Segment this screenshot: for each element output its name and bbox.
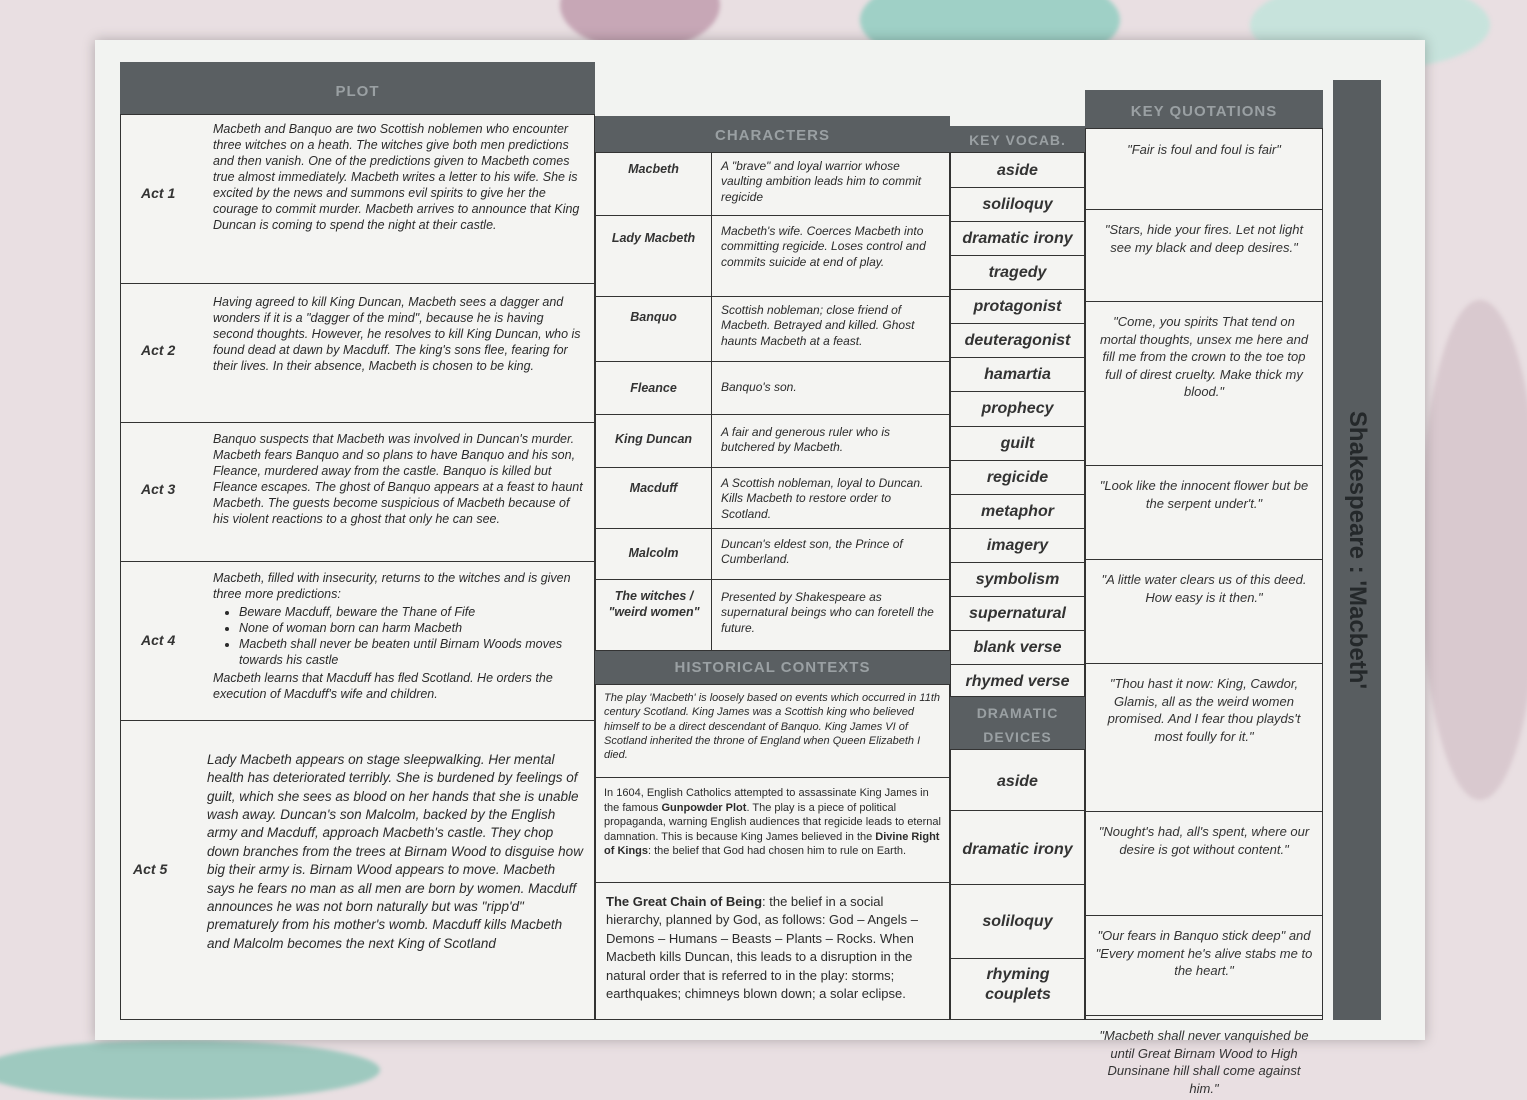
act-label: Act 1: [141, 185, 176, 201]
vocab-item: protagonist: [973, 298, 1062, 316]
prediction-item: • Macbeth shall never be beaten until Birnam Woods moves towards his castle: [239, 636, 586, 668]
character-row: [595, 361, 950, 415]
quote-divider: [1086, 465, 1322, 466]
vocab-divider: [951, 289, 1084, 290]
historical-paragraph: [595, 882, 950, 1020]
character-row: [595, 215, 950, 297]
quote-divider: [1086, 301, 1322, 302]
character-desc: Presented by Shakespeare as supernatural beings who can foretell the future.: [721, 590, 934, 635]
quote-divider: [1086, 811, 1322, 812]
quote-item: "Macbeth shall never vanquished be until Great Birnam Wood to High Dunsinane hill shall come against him.": [1099, 1028, 1309, 1096]
character-name: Macduff: [629, 481, 678, 495]
act-summary: Macbeth and Banquo are two Scottish noblemen who encounter three witches on a heath. The witches give both men predictions and then vanish. One of the predictions given to Macbeth comes true almost immediately. Macbeth writes a letter to his wife. She is excited by the news and summons evil spirits to give her the courage to commit murder. Macbeth arrives to announce that King Duncan is coming to spend the night at their castle.: [213, 122, 580, 232]
revision-sheet: [95, 40, 1425, 1096]
character-row: [595, 414, 950, 468]
characters-heading: CHARACTERS: [595, 116, 950, 152]
act-outro: Macbeth learns that Macduff has fled Scotland. He orders the execution of Macduff's wife and children.: [213, 671, 553, 701]
character-desc: A "brave" and loyal warrior whose vaulting ambition leads him to commit regicide: [721, 159, 922, 204]
act-summary: Lady Macbeth appears on stage sleepwalking. Her mental health has deteriorated terribly. She is burdened by feelings of guilt, which she sees as blood on her hands that she is unable wash away. Duncan's son Malcolm, backed by the English army and Macduff, approach Macbeth's castle. They chop down branches from the trees at Birnam Wood to disguise how big their army is. Birnam Wood appears to move. Macbeth says he fears no man as all men are born by women. Macduff announces he was not born naturally but was "ripp'd" prematurely from his mother's womb. Macduff kills Macbeth and Malcolm becomes the next King of Scotland: [207, 752, 583, 951]
vocab-item: supernatural: [969, 604, 1066, 622]
character-desc: Duncan's eldest son, the Prince of Cumberland.: [721, 537, 903, 567]
historical-paragraph: The play 'Macbeth' is loosely based on events which occurred in 11th century Scotland. King James was a Scottish king who believed himself to be a direct descendant of Banquo. King James VI of Scotland inherited the throne of England when Queen Elizabeth I died.: [595, 684, 950, 778]
device-item: dramatic irony: [962, 841, 1073, 858]
act-row: [120, 114, 595, 284]
character-row: [595, 528, 950, 580]
act-label: Act 4: [141, 632, 176, 648]
vocab-item: deuteragonist: [964, 332, 1071, 350]
character-row: [595, 152, 950, 216]
quote-divider: [1086, 559, 1322, 560]
quotations-heading: KEY QUOTATIONS: [1085, 90, 1323, 128]
vocab-divider: [951, 562, 1084, 563]
title-band: [1333, 80, 1381, 1020]
character-desc: Macbeth's wife. Coerces Macbeth into committing regicide. Loses control and commits suicide at end of play.: [721, 224, 926, 269]
quote-item: "Our fears in Banquo stick deep" and "Every moment he's alive stabs me to the heart.": [1095, 928, 1313, 979]
vocab-heading: KEY VOCAB.: [950, 126, 1085, 152]
historical-heading: HISTORICAL CONTEXTS: [595, 651, 950, 685]
act-intro: Macbeth, filled with insecurity, returns to the witches and is given three more predictions:: [213, 571, 571, 601]
text-span: The Great Chain of Being: [606, 894, 763, 909]
vocab-divider: [951, 630, 1084, 631]
vocab-divider: [951, 323, 1084, 324]
text-span: Divine Right of Kings: [604, 830, 940, 858]
quotations-list: [1085, 128, 1323, 1096]
text-span: : the belief that God had chosen him to rule on Earth.: [648, 845, 907, 858]
vocab-divider: [951, 357, 1084, 358]
vocab-item: symbolism: [975, 570, 1060, 588]
character-desc: A fair and generous ruler who is butchered by Macbeth.: [721, 425, 890, 455]
act-row: [120, 720, 595, 1020]
vocab-divider: [951, 221, 1084, 222]
vocab-item: rhymed verse: [965, 672, 1070, 690]
character-desc: A Scottish nobleman, loyal to Duncan. Kills Macbeth to restore order to Scotland.: [721, 476, 924, 521]
plot-heading: PLOT: [120, 62, 595, 114]
character-name: Macbeth: [628, 162, 679, 176]
quote-item: "Stars, hide your fires. Let not light see my black and deep desires.": [1104, 222, 1304, 255]
character-name: The witches / "weird women": [608, 589, 700, 619]
quote-item: "Fair is foul and foul is fair": [1127, 142, 1281, 157]
quote-item: "Come, you spirits That tend on mortal thoughts, unsex me here and fill me from the crown to the toe top full of direst cruelty. Make thick my blood.": [1099, 314, 1309, 400]
vocab-item: prophecy: [981, 400, 1054, 418]
devices-list: [950, 749, 1085, 1020]
character-desc: Banquo's son.: [721, 380, 797, 394]
historical-paragraph: [595, 777, 950, 883]
text-span: Gunpowder Plot: [661, 801, 747, 814]
vocab-divider: [951, 187, 1084, 188]
character-name: Fleance: [630, 381, 677, 395]
quote-item: "Nought's had, all's spent, where our desire is got without content.": [1098, 824, 1310, 857]
vocab-item: imagery: [986, 536, 1049, 554]
quote-item: "Thou hast it now: King, Cawdor, Glamis, all as the weird women promised. And I fear thou playds't most foully for it.": [1107, 676, 1301, 744]
character-row: [595, 579, 950, 651]
vocab-item: aside: [997, 162, 1038, 179]
vocab-divider: [951, 494, 1084, 495]
vocab-divider: [951, 426, 1084, 427]
quote-divider: [1086, 209, 1322, 210]
vocab-item: regicide: [986, 468, 1049, 486]
vocab-divider: [951, 528, 1084, 529]
act-label: Act 3: [141, 481, 176, 497]
page-title: Shakespeare : 'Macbeth': [1344, 410, 1371, 690]
device-item: soliloquy: [982, 913, 1053, 930]
character-name: Malcolm: [628, 546, 679, 560]
character-name: King Duncan: [614, 432, 693, 446]
background-fabric: [0, 1040, 380, 1100]
character-name: Banquo: [630, 310, 677, 324]
device-item: aside: [997, 773, 1038, 790]
text-span: : the belief in a social hierarchy, planned by God, as follows: God – Angels – Demons – Humans – Beasts – Plants – Rocks. When Macbeth kills Duncan, this leads to a disruption in the natural order that is referred to in the play: storms; earthquakes; chimneys blown down; a solar eclipse.: [606, 894, 918, 1002]
act-summary: Having agreed to kill King Duncan, Macbeth sees a dagger and wonders if it is a "dagger of the mind", because he is having second thoughts. However, he resolves to kill King Duncan, who is found dead at dawn by Macduff. The king's sons flee, fearing for their lives. In their absence, Macbeth is chosen to be king.: [213, 295, 581, 373]
act-row: [120, 561, 595, 721]
prediction-item: • Beware Macduff, beware the Thane of Fife: [239, 604, 586, 620]
character-row: [595, 467, 950, 529]
act-summary: [213, 570, 586, 702]
vocab-list: [950, 152, 1085, 697]
vocab-item: tragedy: [988, 264, 1047, 282]
vocab-divider: [951, 596, 1084, 597]
quote-divider: [1086, 663, 1322, 664]
act-label: Act 5: [133, 861, 168, 877]
device-item: rhyming couplets: [985, 966, 1051, 1004]
vocab-item: guilt: [1000, 434, 1035, 452]
vocab-divider: [951, 255, 1084, 256]
prediction-item: • None of woman born can harm Macbeth: [239, 620, 586, 636]
vocab-divider: [951, 391, 1084, 392]
text-span: In 1604, English Catholics attempted to assassinate King James in the famous: [604, 787, 929, 814]
act-row: [120, 422, 595, 562]
vocab-item: hamartia: [984, 366, 1051, 384]
act-label: Act 2: [141, 342, 176, 358]
vocab-item: blank verse: [973, 638, 1062, 656]
devices-heading: DRAMATIC DEVICES: [950, 697, 1085, 749]
quote-item: "Look like the innocent flower but be the serpent under't.": [1099, 478, 1309, 511]
text-span: . The play is a piece of political propaganda, warning English audiences that regicide leads to eternal damnation. This is because King James believed in the: [604, 801, 941, 843]
quote-divider: [1086, 915, 1322, 916]
character-desc: Scottish nobleman; close friend of Macbeth. Betrayed and killed. Ghost haunts Macbeth at a feast.: [721, 303, 915, 348]
vocab-item: soliloquy: [982, 196, 1053, 214]
prediction-list: [213, 604, 586, 668]
vocab-item: metaphor: [981, 502, 1054, 520]
quote-item: "A little water clears us of this deed. How easy is it then.": [1101, 572, 1307, 605]
background-fabric: [1420, 300, 1527, 800]
vocab-divider: [951, 664, 1084, 665]
vocab-item: dramatic irony: [962, 230, 1073, 248]
quote-divider: [1086, 1015, 1322, 1016]
character-name: Lady Macbeth: [611, 231, 696, 245]
vocab-divider: [951, 460, 1084, 461]
act-row: [120, 283, 595, 423]
character-row: [595, 296, 950, 362]
act-summary: Banquo suspects that Macbeth was involved in Duncan's murder. Macbeth fears Banquo and so plans to have Banquo and his son, Fleance, murdered away from the castle. Banquo is killed but Fleance escapes. The ghost of Banquo appears at a feast to haunt Macbeth. The guests become suspicious of Macbeth because of his violent reactions to a ghost that only he can see.: [213, 432, 583, 526]
